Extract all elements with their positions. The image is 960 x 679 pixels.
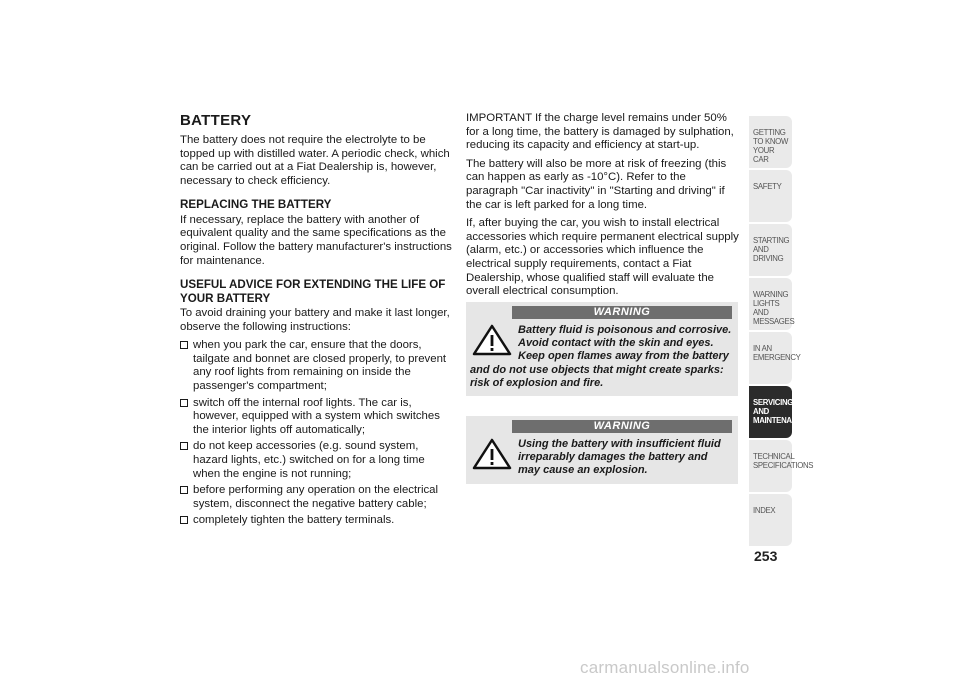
tab-index[interactable]: INDEX: [749, 494, 792, 546]
checkbox-bullet-icon: [180, 341, 188, 349]
warning-box-1: [466, 302, 738, 396]
warning-label: WARNING: [512, 420, 732, 433]
warning-box-2: [466, 416, 738, 484]
replacing-paragraph: If necessary, replace the battery with another of equivalent quality and the same specifications as the original. Follow the battery manufacturer's instructions for maintenance.: [180, 213, 452, 267]
warning-label: WARNING: [512, 306, 732, 319]
important-paragraph: IMPORTANT If the charge level remains under 50% for a long time, the battery is damaged by sulphation, reducing its capacity and efficiency at start-up.: [466, 112, 734, 152]
list-item: when you park the car, ensure that the doors, tailgate and bonnet are closed properly, to prevent any roof lights from remaining on inside the passenger's compartment;: [180, 339, 452, 393]
warning-triangle-icon: [472, 438, 512, 470]
tab-warning-lights[interactable]: WARNING LIGHTS AND MESSAGES: [749, 278, 792, 330]
warning-text: Battery fluid is poisonous and corrosive. Avoid contact with the skin and eyes. Keep open flames away from the battery and do not use objects that might create sparks: risk of explosion and fire.: [470, 324, 732, 389]
replacing-heading: REPLACING THE BATTERY: [180, 198, 332, 212]
right-column: [466, 112, 740, 304]
list-item: completely tighten the battery terminals.: [180, 514, 452, 528]
list-item: do not keep accessories (e.g. sound system, hazard lights, etc.) switched on for a long time when the engine is not running;: [180, 440, 452, 481]
left-column: [180, 112, 452, 531]
freezing-paragraph: The battery will also be more at risk of freezing (this can happen as early as -10°C). Refer to the paragraph "Car inactivity" in "Starting and driving" if the car is left parked for a long time.: [466, 157, 727, 211]
checkbox-bullet-icon: [180, 399, 188, 407]
tab-emergency[interactable]: IN AN EMERGENCY: [749, 332, 792, 384]
watermark: carmanualsonline.info: [580, 658, 750, 677]
advice-list: [180, 339, 452, 528]
checkbox-bullet-icon: [180, 442, 188, 450]
tab-servicing[interactable]: SERVICING AND MAINTENANCE: [749, 386, 792, 438]
advice-heading: USEFUL ADVICE FOR EXTENDING THE LIFE OF YOUR BATTERY: [180, 278, 446, 305]
tab-starting-driving[interactable]: STARTING AND DRIVING: [749, 224, 792, 276]
list-item: before performing any operation on the electrical system, disconnect the negative battery cable;: [180, 484, 452, 511]
tab-getting-to-know[interactable]: GETTING TO KNOW YOUR CAR: [749, 116, 792, 168]
tab-technical[interactable]: TECHNICAL SPECIFICATIONS: [749, 440, 792, 492]
page-number: 253: [754, 548, 778, 564]
list-item: switch off the internal roof lights. The car is, however, equipped with a system which switches the interior lights off automatically;: [180, 397, 452, 438]
accessories-paragraph: If, after buying the car, you wish to install electrical accessories which require permanent electrical supply (alarm, etc.) or accessories which influence the electrical supply requirements, contact a Fiat Dealership, whose qualified staff will evaluate the overall electrical consumption.: [466, 217, 739, 298]
checkbox-bullet-icon: [180, 516, 188, 524]
section-title: BATTERY: [180, 112, 252, 129]
tab-safety[interactable]: SAFETY: [749, 170, 792, 222]
advice-paragraph: To avoid draining your battery and make it last longer, observe the following instructions:: [180, 306, 450, 333]
warning-triangle-icon: [472, 324, 512, 356]
checkbox-bullet-icon: [180, 486, 188, 494]
warning-text: Using the battery with insufficient fluid irreparably damages the battery and may cause an explosion.: [518, 438, 721, 477]
intro-paragraph: The battery does not require the electrolyte to be topped up with distilled water. A periodic check, which can be carried out at a Fiat Dealership is, however, necessary to check efficiency.: [180, 134, 450, 187]
